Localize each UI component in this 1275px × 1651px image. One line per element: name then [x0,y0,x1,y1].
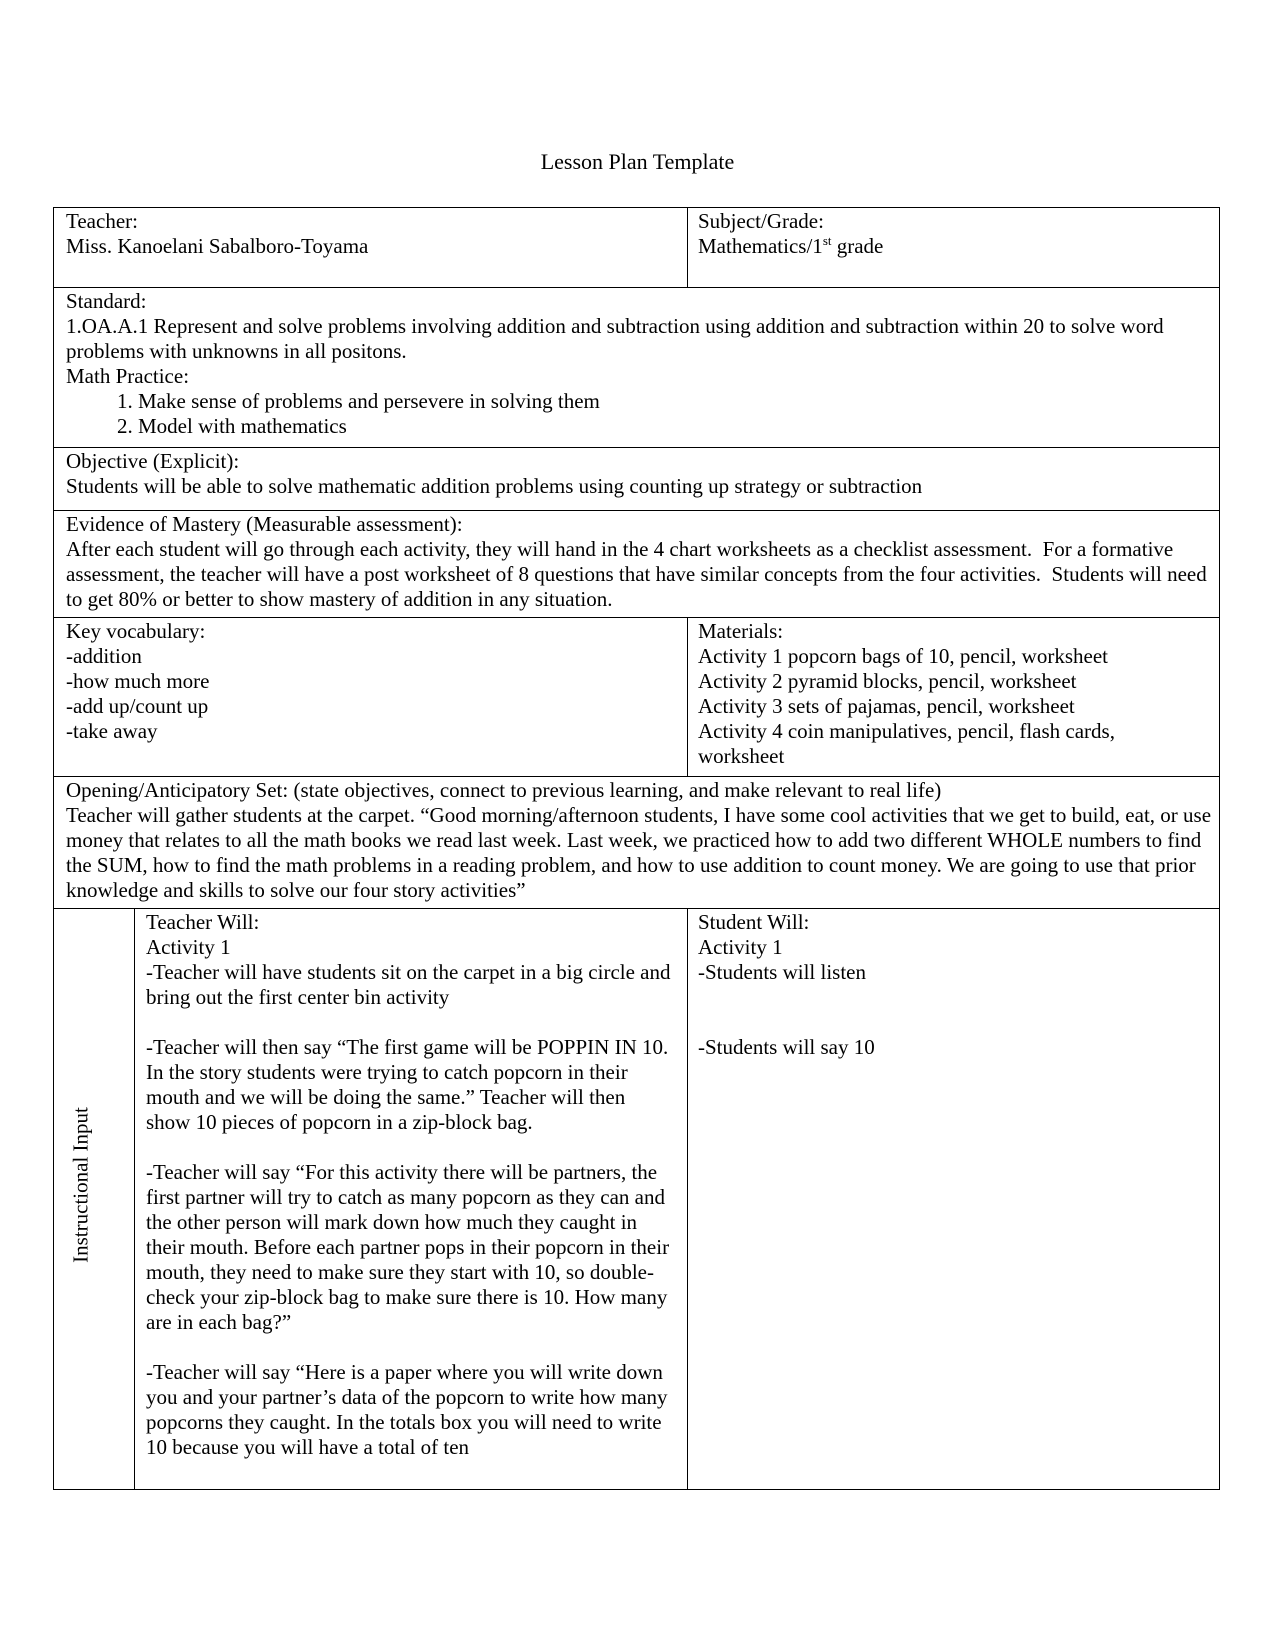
objective-text: Students will be able to solve mathematic addition problems using counting up strategy or subtraction [66,474,923,498]
list-item: Activity 4 coin manipulatives, pencil, flash cards, worksheet [698,719,1121,768]
list-item: -add up/count up [66,694,209,718]
evidence-cell [66,512,1216,612]
column-divider [687,908,688,1490]
row-divider [53,908,1220,909]
teacher-step: -Teacher will then say “The first game will be POPPIN IN 10. In the story students were trying to catch popcorn in their mouth and we will be doing the same.” Teacher will then show 10 pieces of popcorn in a zip-block bag. [146,1035,674,1134]
teacher-activity-label: Activity 1 [146,935,231,959]
list-item: 2. Model with mathematics [138,414,1214,439]
row-divider [53,447,1220,448]
vocabulary-cell [66,619,678,744]
teacher-name: Miss. Kanoelani Sabalboro-Toyama [66,234,369,258]
spacer [146,1335,674,1360]
student-step: -Students will say 10 [698,1035,875,1059]
subject-cell [698,209,1210,259]
objective-label: Objective (Explicit): [66,449,240,473]
teacher-step: -Teacher will say “Here is a paper where you will write down you and your partner’s data of the popcorn to write how many popcorns they caught. In the totals box you will need to write 10 because you will have a total of ten [146,1360,673,1459]
standard-cell [66,289,1214,439]
row-divider [53,287,1220,288]
vocabulary-label: Key vocabulary: [66,619,206,643]
student-will-label: Student Will: [698,910,810,934]
materials-cell [698,619,1188,769]
list-item: -how much more [66,669,210,693]
column-divider [134,908,135,1490]
spacer [146,1010,674,1035]
list-item: -take away [66,719,158,743]
subject-value: Mathematics/1st grade [698,233,884,258]
row-divider [53,776,1220,777]
spacer [146,1135,674,1160]
row-divider [53,510,1220,511]
teacher-label: Teacher: [66,209,138,233]
spacer [698,985,1210,1010]
student-activity-label: Activity 1 [698,935,783,959]
row-divider [53,617,1220,618]
spacer [698,1010,1210,1035]
instructional-input-label: Instructional Input [68,1107,93,1263]
teacher-step: -Teacher will have students sit on the carpet in a big circle and bring out the first center bin activity [146,960,676,1009]
list-item: 1. Make sense of problems and persevere in solving them [138,389,1214,414]
list-item: Activity 2 pyramid blocks, pencil, worksheet [698,669,1077,693]
evidence-text: After each student will go through each activity, they will hand in the 4 chart worksheets as a checklist assessment. For a formative assessment, the teacher will have a post worksheet of 8 questions that have similar concepts from the four activities. Students will need to get 80% or better to show mastery of addition in any situation. [66,537,1212,611]
subject-label: Subject/Grade: [698,209,824,233]
column-divider [687,207,688,288]
teacher-will-cell [146,910,674,1460]
list-item: -addition [66,644,142,668]
student-will-cell [698,910,1210,1060]
opening-label: Opening/Anticipatory Set: (state objectives, connect to previous learning, and make relevant to real life) [66,778,942,802]
materials-label: Materials: [698,619,784,643]
opening-cell [66,778,1216,903]
math-practice-label: Math Practice: [66,364,190,388]
objective-cell [66,449,1214,499]
student-step: -Students will listen [698,960,866,984]
column-divider [687,617,688,777]
math-practice-list [66,389,1214,439]
teacher-cell [66,209,678,259]
standard-text: 1.OA.A.1 Represent and solve problems involving addition and subtraction using addition and subtraction within 20 to solve word problems with unknowns in all positons. [66,314,1169,363]
teacher-will-label: Teacher Will: [146,910,260,934]
list-item: Activity 1 popcorn bags of 10, pencil, worksheet [698,644,1108,668]
page-title: Lesson Plan Template [540,149,735,174]
opening-text: Teacher will gather students at the carpet. “Good morning/afternoon students, I have some cool activities that we get to build, eat, or use money that relates to all the math books we read last week. Last week, we practiced how to add two different WHOLE numbers to find the SUM, how to find the math problems in a reading problem, and how to use addition to count money. We are going to use that prior knowledge and skills to solve our four story activities” [66,803,1217,902]
standard-label: Standard: [66,289,147,313]
evidence-label: Evidence of Mastery (Measurable assessment): [66,512,463,536]
list-item: Activity 3 sets of pajamas, pencil, worksheet [698,694,1075,718]
teacher-step: -Teacher will say “For this activity there will be partners, the first partner will try to catch as many popcorn as they can and the other person will mark down how much they caught in their mouth. Before each partner pops in their popcorn in their mouth, they need to make sure they start with 10, so double-check your zip-block bag to make sure there is 10. How many are in each bag?” [146,1160,675,1334]
